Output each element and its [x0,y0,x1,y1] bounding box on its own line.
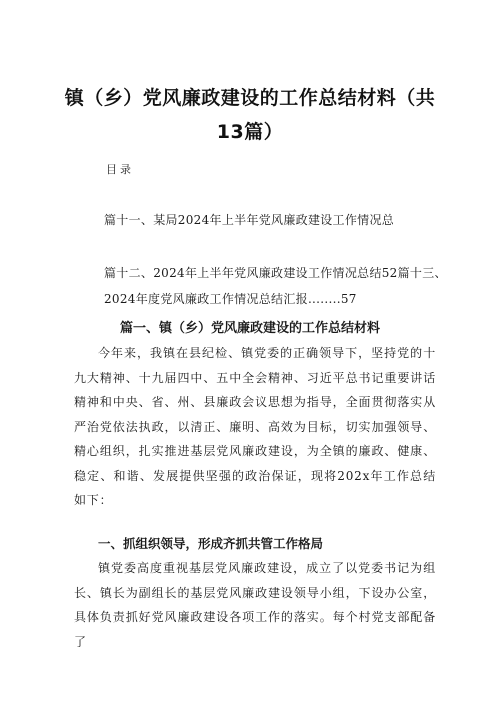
toc-entry: 篇十一、某局2024年上半年党风廉政建设工作情况总 [104,213,395,227]
body-paragraph: 镇党委高度重视基层党风廉政建设，成立了以党委书记为组长、镇长为副组长的基层党风廉政建设领导小组，下设办公室，具体负责抓好党风廉政建设各项工作的落实。每个村党支部配备了 [74,561,436,649]
section-title: 篇一、镇（乡）党风廉政建设的工作总结材料 [119,321,380,336]
toc-entry: 篇十二、2024年上半年党风廉政建设工作情况总结52篇十三、 [104,266,447,280]
document-title-line-2: 13篇） [216,121,284,143]
toc-entry: 2024年度党风廉政工作情况总结汇报........57 [104,292,357,306]
document-title-line-1: 镇（乡）党风廉政建设的工作总结材料（共 [64,87,436,109]
toc-label: 目录 [106,163,134,176]
body-paragraph: 今年来，我镇在县纪检、镇党委的正确领导下，坚持党的十九大精神、十九届四中、五中全会精神、习近平总书记重要讲话精神和中央、省、州、县廉政会议思想为指导，全面贯彻落实从严治党依法执政，以清正、廉明、高效为目标，切实加强领导、精心组织，扎实推进基层党风廉政建设，为全镇的廉政、健康、稳定、和谐、发展提供坚强的政治保证，现将202x年工作总结如下： [74,346,436,507]
subsection-heading: 一、抓组织领导，形成齐抓共管工作格局 [98,536,324,551]
